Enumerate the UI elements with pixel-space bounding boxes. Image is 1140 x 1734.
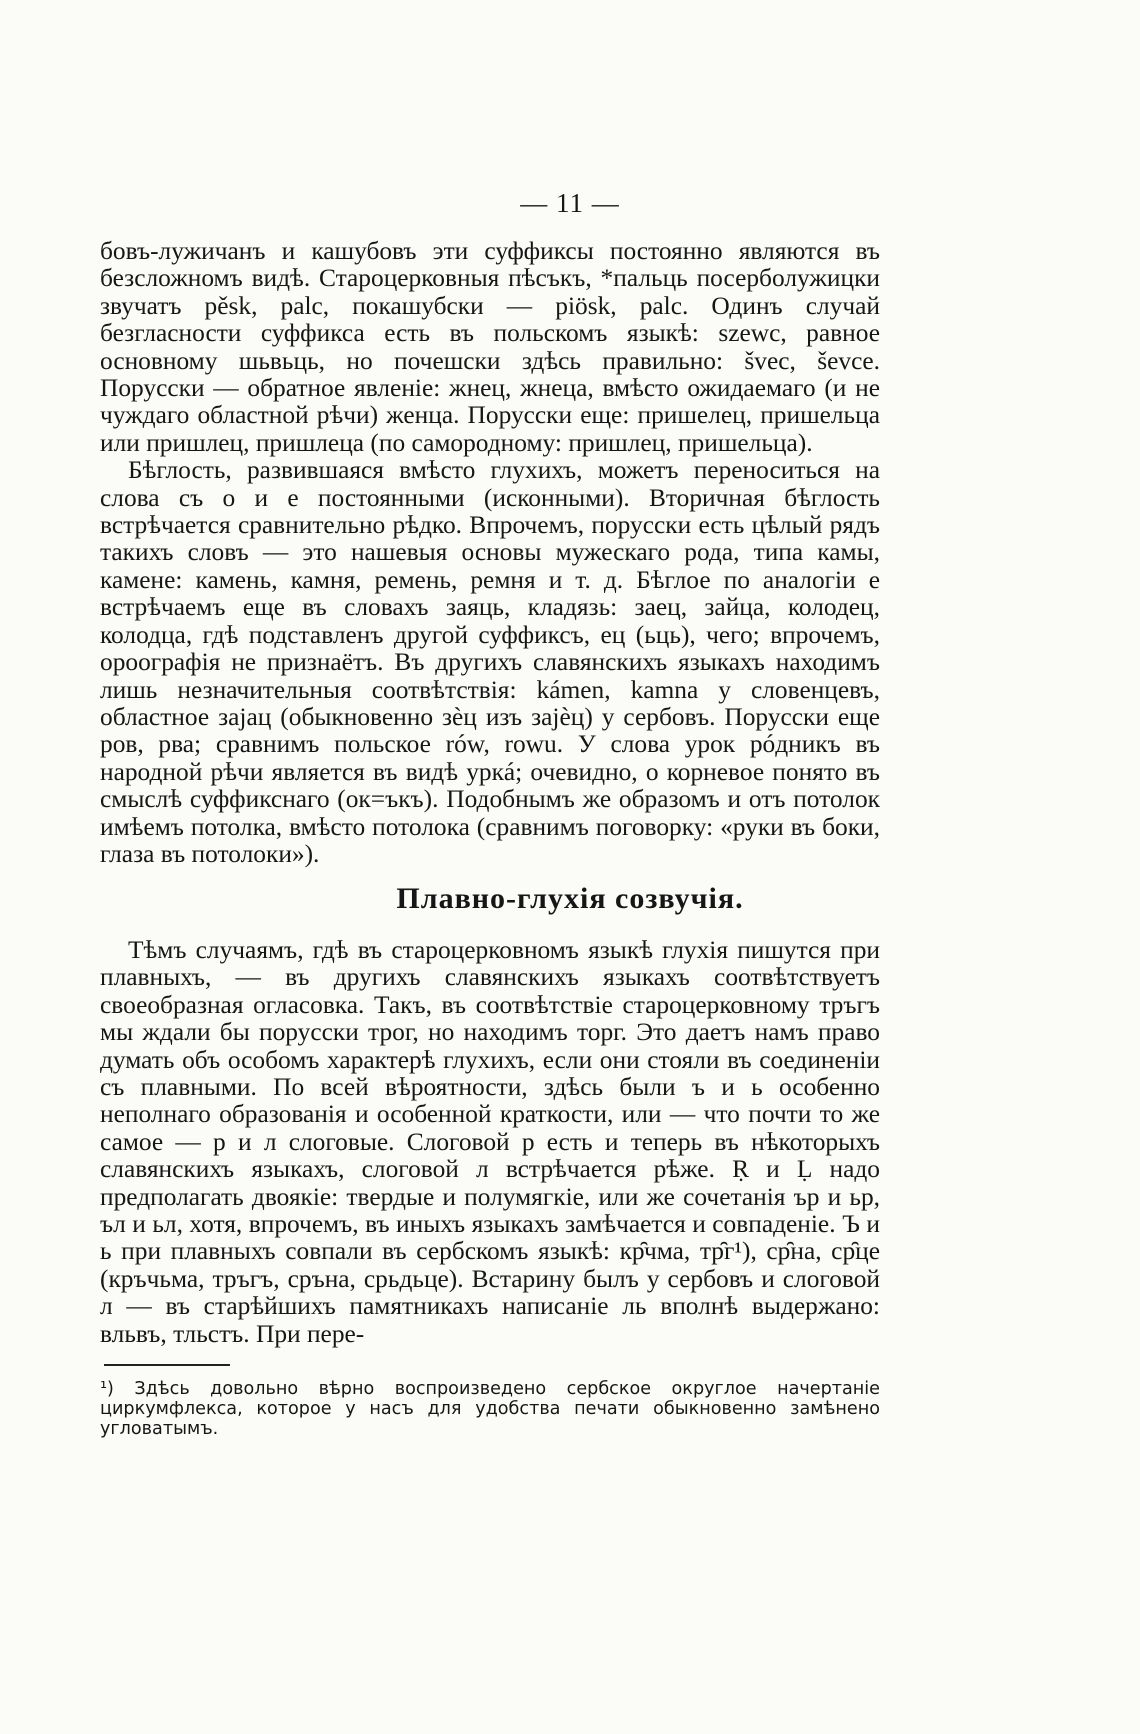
page-number: — 11 —	[520, 188, 620, 218]
footnote: ¹) Здѣсь довольно вѣрно воспроизведено сербское округлое начертаніе циркумфлекса, которое у насъ для удобства печати обыкновенно замѣнено угловатымъ.	[100, 1379, 880, 1439]
body-text	[100, 238, 880, 868]
paragraph: бовъ-лужичанъ и кашубовъ эти суффиксы постоянно являются въ безсложномъ видѣ. Староцерковныя пѣсъкъ, *пальць посерболужицки звучатъ pěsk, palc, покашубски — piösk, palc. Одинъ случай безгласности суффикса есть въ польскомъ языкѣ: szewc, равное основному шьвьць, но почешски здѣсь правильно: švec, ševce. Порусски — обратное явленіе: жнец, жнеца, вмѣсто ожидаемаго (и не чуждаго областной рѣчи) женца. Порусски еще: пришелец, пришельца или пришлец, пришлеца (по самородному: пришлец, пришельца).	[100, 237, 880, 457]
paragraph: Бѣглость, развившаяся вмѣсто глухихъ, можетъ переноситься на слова съ о и е постоянными (исконными). Вторичная бѣглость встрѣчается сравнительно рѣдко. Впрочемъ, порусски есть цѣлый рядъ такихъ словъ — это нашевыя основы мужескаго рода, типа камы, камене: камень, камня, ремень, ремня и т. д. Бѣглое по аналогіи е встрѣчаемъ еще въ словахъ заяць, кладязь: заец, зайца, колодец, колодца, гдѣ подставленъ другой суффиксъ, ец (ьць), чего; впрочемъ, ороографія не признаётъ. Въ другихъ славянскихъ языкахъ находимъ лишь незначительныя соотвѣтствія: kámen, kamna у словенцевъ, областное зајац (обыкновенно зѐц изъ зајѐц) у сербовъ. Порусски еще ров, рва; сравнимъ польское rów, rowu. У слова урок рóдникъ въ народной рѣчи является въ видѣ уркá; очевидно, о корневое понято въ смыслѣ суффикснаго (ок=ъкъ). Подобнымъ же образомъ и отъ потолок имѣемъ потолка, вмѣсто потолока (сравнимъ поговорку: «руки въ боки, глаза въ потолоки»).	[100, 456, 880, 868]
section-heading: Плавно-глухія созвучія.	[396, 882, 744, 915]
section-body-text	[100, 937, 880, 1348]
paragraph: Тѣмъ случаямъ, гдѣ въ староцерковномъ языкѣ глухія пишутся при плавныхъ, — въ другихъ славянскихъ языкахъ соотвѣтствуетъ своеобразная огласовка. Такъ, въ соотвѣтствіе староцерковному тръгъ мы ждали бы порусски трог, но находимъ торг. Это даетъ намъ право думать объ особомъ характерѣ глухихъ, если они стояли въ соединеніи съ плавными. По всей вѣроятности, здѣсь были ъ и ь особенно неполнаго образованія и особенной краткости, или — что почти то же самое — р и л слоговые. Слоговой р есть и теперь въ нѣкоторыхъ славянскихъ языкахъ, слоговой л встрѣчается рѣже. Ṛ и Ḷ надо предполагать двоякіе: твердые и полумягкіе, или же сочетанія ър и ьр, ъл и ьл, хотя, впрочемъ, въ иныхъ языкахъ замѣчается и совпаденіе. Ъ и ь при плавныхъ совпали въ сербскомъ языкѣ: кр̑чма, тр̑г¹), ср̑на, ср̑це (кръчьма, тръгъ, сръна, срьдьце). Встарину былъ у сербовъ и слоговой л — въ старѣйшихъ памятникахъ написаніе ль вполнѣ выдержано: вльвъ, тльстъ. При пере-	[100, 936, 880, 1348]
footnote-divider	[104, 1364, 230, 1366]
